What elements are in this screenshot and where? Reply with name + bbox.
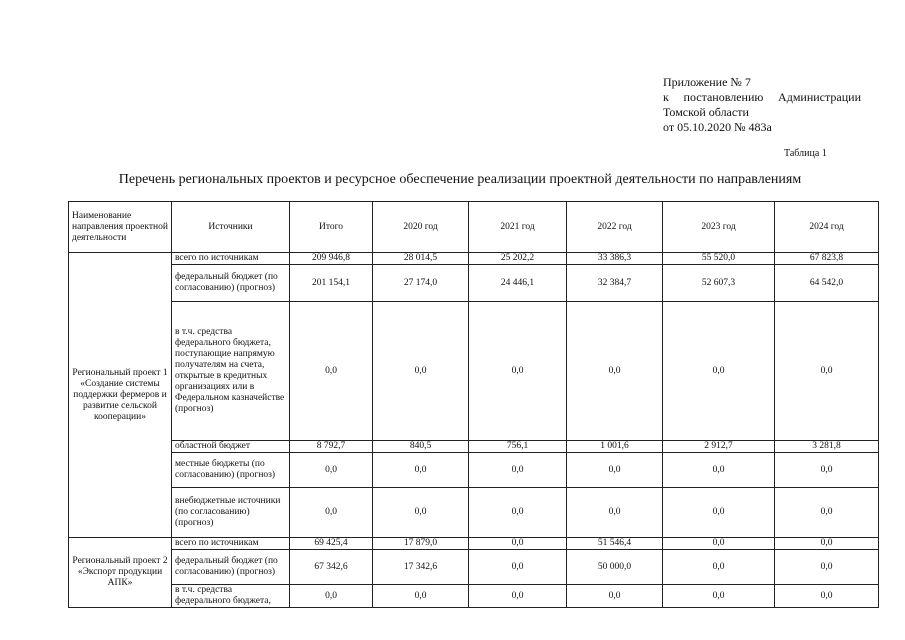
value-cell: 0,0 [373,302,469,441]
column-header: Наименование направления проектной деятельности [69,202,172,253]
source-cell: внебюджетные источники (по согласованию) (прогноз) [172,488,290,538]
source-cell: местные бюджеты (по согласованию) (прогноз) [172,453,290,488]
value-cell: 2 912,7 [663,441,775,453]
value-cell: 0,0 [663,302,775,441]
value-cell: 0,0 [469,302,567,441]
value-cell: 33 386,3 [567,253,663,265]
value-cell: 0,0 [775,550,879,585]
appendix-line: Приложение № 7 [663,75,751,89]
direction-cell: Региональный проект 1 «Создание системы поддержки фермеров и развитие сельской кооперации» [69,253,172,538]
value-cell: 0,0 [290,488,373,538]
value-cell: 0,0 [775,453,879,488]
column-header: 2024 год [775,202,879,253]
table-row [69,441,879,453]
direction-cell: Региональный проект 2 «Экспорт продукции АПК» [69,538,172,608]
column-header: 2021 год [469,202,567,253]
value-cell: 209 946,8 [290,253,373,265]
value-cell: 17 342,6 [373,550,469,585]
value-cell: 27 174,0 [373,265,469,302]
source-cell: областной бюджет [172,441,290,453]
value-cell: 0,0 [373,453,469,488]
table-row [69,538,879,550]
value-cell: 0,0 [469,585,567,608]
value-cell: 0,0 [469,550,567,585]
value-cell: 67 342,6 [290,550,373,585]
value-cell: 69 425,4 [290,538,373,550]
source-cell: в т.ч. средства федерального бюджета, поступающие напрямую получателям на счета, открытые в кредитных организациях или в Федеральном казначействе (прогноз) [172,302,290,441]
table-header-row [69,202,879,253]
value-cell: 50 000,0 [567,550,663,585]
value-cell: 51 546,4 [567,538,663,550]
value-cell: 8 792,7 [290,441,373,453]
value-cell: 0,0 [373,585,469,608]
table-row [69,550,879,585]
column-header: 2022 год [567,202,663,253]
table-row [69,488,879,538]
value-cell: 17 879,0 [373,538,469,550]
table-row [69,265,879,302]
value-cell: 0,0 [290,585,373,608]
appendix-line: Томской области [663,105,749,119]
document-title: Перечень региональных проектов и ресурсное обеспечение реализации проектной деятельности по направлениям [118,172,802,187]
source-cell: федеральный бюджет (по согласованию) (прогноз) [172,265,290,302]
column-header: Источники [172,202,290,253]
value-cell: 0,0 [775,488,879,538]
value-cell: 201 154,1 [290,265,373,302]
table-row [69,302,879,441]
value-cell: 0,0 [567,453,663,488]
value-cell: 28 014,5 [373,253,469,265]
column-header: Итого [290,202,373,253]
value-cell: 32 384,7 [567,265,663,302]
appendix-line: от 05.10.2020 № 483а [663,120,772,134]
value-cell: 52 607,3 [663,265,775,302]
value-cell: 0,0 [469,488,567,538]
table-label: Таблица 1 [784,148,827,159]
table-body [69,253,879,608]
value-cell: 756,1 [469,441,567,453]
table-row [69,585,879,608]
value-cell: 0,0 [290,453,373,488]
value-cell: 0,0 [663,550,775,585]
appendix-block [663,75,861,135]
value-cell: 0,0 [775,585,879,608]
value-cell: 24 446,1 [469,265,567,302]
source-cell: федеральный бюджет (по согласованию) (прогноз) [172,550,290,585]
value-cell: 64 542,0 [775,265,879,302]
value-cell: 67 823,8 [775,253,879,265]
table-row [69,253,879,265]
value-cell: 0,0 [567,488,663,538]
value-cell: 0,0 [567,585,663,608]
value-cell: 0,0 [775,302,879,441]
value-cell: 0,0 [775,538,879,550]
table-row [69,453,879,488]
value-cell: 0,0 [663,538,775,550]
source-cell: всего по источникам [172,538,290,550]
value-cell: 0,0 [663,488,775,538]
value-cell: 0,0 [663,585,775,608]
value-cell: 0,0 [373,488,469,538]
value-cell: 55 520,0 [663,253,775,265]
value-cell: 3 281,8 [775,441,879,453]
source-cell: всего по источникам [172,253,290,265]
value-cell: 1 001,6 [567,441,663,453]
source-cell: в т.ч. средства федерального бюджета, [172,585,290,608]
value-cell: 0,0 [469,538,567,550]
value-cell: 25 202,2 [469,253,567,265]
value-cell: 0,0 [663,453,775,488]
appendix-line: к постановлению Администрации [663,90,861,104]
funding-table [68,201,879,608]
value-cell: 0,0 [469,453,567,488]
value-cell: 0,0 [567,302,663,441]
column-header: 2020 год [373,202,469,253]
value-cell: 0,0 [290,302,373,441]
column-header: 2023 год [663,202,775,253]
value-cell: 840,5 [373,441,469,453]
